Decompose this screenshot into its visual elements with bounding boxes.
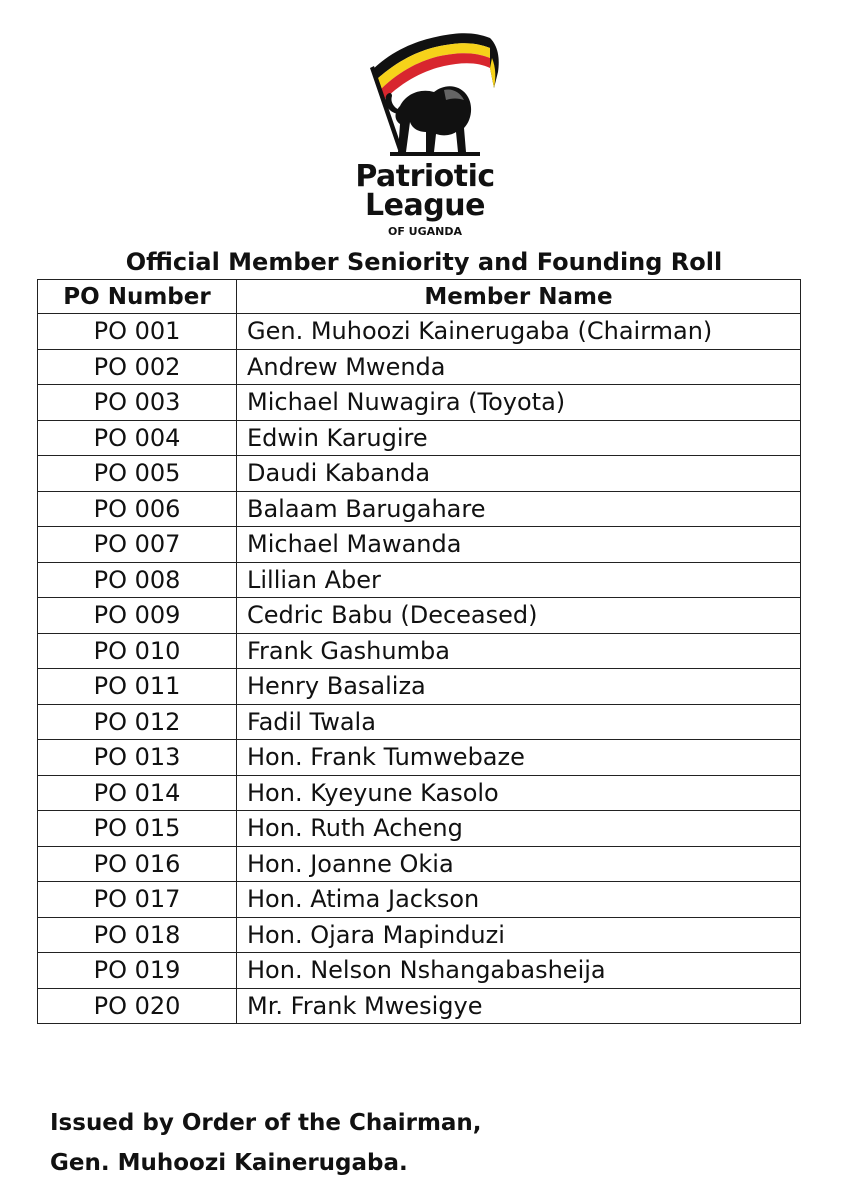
table-header-row bbox=[38, 280, 801, 314]
member-name-cell: Hon. Frank Tumwebaze bbox=[237, 740, 801, 776]
table-row bbox=[38, 811, 801, 847]
member-name-cell: Mr. Frank Mwesigye bbox=[237, 988, 801, 1024]
table-row bbox=[38, 562, 801, 598]
member-name-cell: Frank Gashumba bbox=[237, 633, 801, 669]
po-number-cell: PO 019 bbox=[38, 953, 237, 989]
member-name-cell: Michael Mawanda bbox=[237, 527, 801, 563]
po-number-cell: PO 010 bbox=[38, 633, 237, 669]
member-name-cell: Hon. Nelson Nshangabasheija bbox=[237, 953, 801, 989]
member-name-cell: Cedric Babu (Deceased) bbox=[237, 598, 801, 634]
lion-with-flag-emblem bbox=[340, 28, 510, 158]
table-row bbox=[38, 385, 801, 421]
member-name-cell: Henry Basaliza bbox=[237, 669, 801, 705]
member-name-cell: Edwin Karugire bbox=[237, 420, 801, 456]
table-row bbox=[38, 846, 801, 882]
table-row bbox=[38, 669, 801, 705]
member-roll-table bbox=[37, 279, 801, 1024]
po-number-cell: PO 006 bbox=[38, 491, 237, 527]
po-number-cell: PO 013 bbox=[38, 740, 237, 776]
member-name-cell: Hon. Ruth Acheng bbox=[237, 811, 801, 847]
po-number-cell: PO 009 bbox=[38, 598, 237, 634]
table-row bbox=[38, 456, 801, 492]
po-number-cell: PO 003 bbox=[38, 385, 237, 421]
member-name-cell: Hon. Joanne Okia bbox=[237, 846, 801, 882]
table-row bbox=[38, 349, 801, 385]
issuer-name-line: Gen. Muhoozi Kainerugaba. bbox=[50, 1150, 408, 1176]
table-row bbox=[38, 633, 801, 669]
member-name-cell: Michael Nuwagira (Toyota) bbox=[237, 385, 801, 421]
po-number-cell: PO 011 bbox=[38, 669, 237, 705]
member-name-cell: Hon. Atima Jackson bbox=[237, 882, 801, 918]
issued-by-line: Issued by Order of the Chairman, bbox=[50, 1110, 482, 1136]
organization-logo bbox=[340, 28, 510, 242]
table-row bbox=[38, 598, 801, 634]
po-number-cell: PO 007 bbox=[38, 527, 237, 563]
table-row bbox=[38, 740, 801, 776]
member-name-cell: Balaam Barugahare bbox=[237, 491, 801, 527]
issued-by-footer bbox=[50, 1103, 482, 1183]
document-title: Official Member Seniority and Founding Roll bbox=[125, 248, 723, 276]
organization-name-line2: League bbox=[365, 188, 485, 223]
member-name-cell: Daudi Kabanda bbox=[237, 456, 801, 492]
organization-name-line3: OF UGANDA bbox=[387, 225, 463, 238]
organization-name-line1: Patriotic bbox=[355, 159, 495, 194]
table-row bbox=[38, 527, 801, 563]
po-number-cell: PO 018 bbox=[38, 917, 237, 953]
table-row bbox=[38, 420, 801, 456]
po-number-cell: PO 015 bbox=[38, 811, 237, 847]
table-row bbox=[38, 882, 801, 918]
po-number-cell: PO 016 bbox=[38, 846, 237, 882]
member-name-cell: Fadil Twala bbox=[237, 704, 801, 740]
po-number-cell: PO 005 bbox=[38, 456, 237, 492]
member-name-cell: Hon. Ojara Mapinduzi bbox=[237, 917, 801, 953]
column-header-po-number: PO Number bbox=[38, 280, 237, 314]
member-name-cell: Gen. Muhoozi Kainerugaba (Chairman) bbox=[237, 314, 801, 350]
po-number-cell: PO 002 bbox=[38, 349, 237, 385]
column-header-member-name: Member Name bbox=[237, 280, 801, 314]
po-number-cell: PO 012 bbox=[38, 704, 237, 740]
table-row bbox=[38, 953, 801, 989]
po-number-cell: PO 004 bbox=[38, 420, 237, 456]
table-row bbox=[38, 917, 801, 953]
table-row bbox=[38, 491, 801, 527]
table-row bbox=[38, 988, 801, 1024]
table-row bbox=[38, 314, 801, 350]
member-name-cell: Hon. Kyeyune Kasolo bbox=[237, 775, 801, 811]
po-number-cell: PO 014 bbox=[38, 775, 237, 811]
member-name-cell: Lillian Aber bbox=[237, 562, 801, 598]
po-number-cell: PO 001 bbox=[38, 314, 237, 350]
table-body bbox=[38, 314, 801, 1024]
member-name-cell: Andrew Mwenda bbox=[237, 349, 801, 385]
po-number-cell: PO 017 bbox=[38, 882, 237, 918]
table-row bbox=[38, 704, 801, 740]
po-number-cell: PO 020 bbox=[38, 988, 237, 1024]
table-row bbox=[38, 775, 801, 811]
po-number-cell: PO 008 bbox=[38, 562, 237, 598]
